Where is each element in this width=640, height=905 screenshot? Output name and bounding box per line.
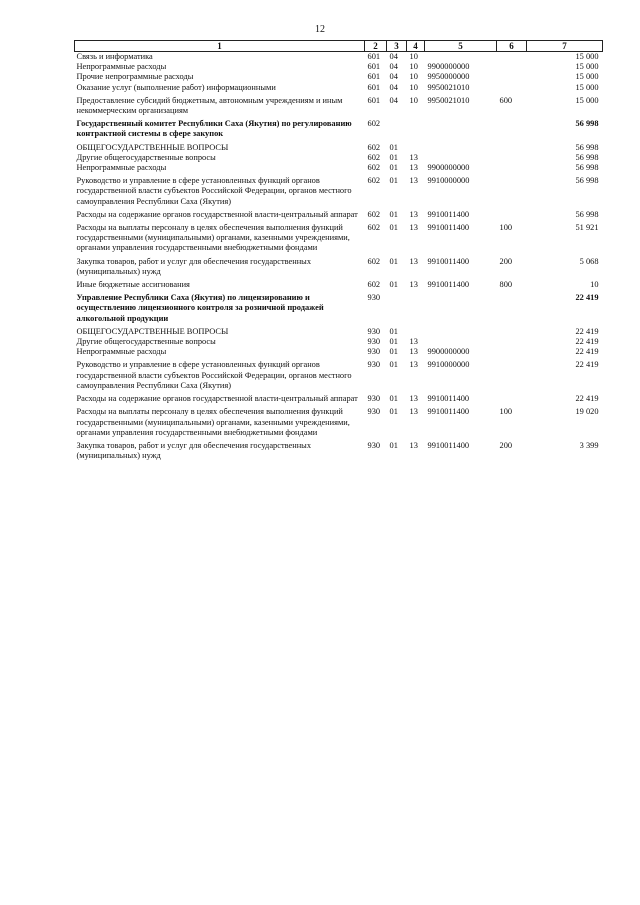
header-col-1: 1 [75, 41, 365, 52]
row-target-item: 9950021010 [427, 95, 470, 105]
row-expense-type [497, 72, 527, 82]
row-amount: 56 998 [575, 142, 599, 152]
row-expense-type: 200 [499, 440, 513, 450]
row-name: Закупка товаров, работ и услуг для обеспечения государственных (муниципальных) нужд [76, 256, 312, 276]
row-subsection: 13 [409, 152, 418, 162]
row-subsection: 13 [409, 394, 418, 404]
row-amount: 19 020 [575, 407, 599, 417]
row-section: 04 [389, 62, 398, 72]
row-section: 01 [389, 163, 398, 173]
table-body [75, 52, 603, 462]
row-subsection: 13 [409, 280, 418, 290]
row-name: Руководство и управление в сфере установленных функций органов государственной власти субъектов Российской Федерации, органов местного самоуправления Республики Саха (Якутия) [76, 360, 352, 390]
table-row [75, 52, 603, 63]
row-section: 04 [389, 95, 398, 105]
row-target-item: 9910011400 [427, 394, 470, 404]
row-amount: 22 419 [575, 337, 599, 347]
row-grbs: 930 [367, 360, 381, 370]
row-expense-type: 200 [499, 256, 513, 266]
table-row [75, 93, 603, 116]
row-expense-type [497, 163, 527, 173]
row-subsection: 10 [409, 62, 418, 72]
row-section: 01 [389, 280, 398, 290]
table-row [75, 72, 603, 82]
row-amount: 22 419 [575, 326, 599, 336]
row-target-item [425, 290, 497, 324]
row-grbs: 930 [367, 347, 381, 357]
row-grbs: 601 [367, 72, 381, 82]
header-col-5: 5 [425, 41, 497, 52]
row-subsection: 13 [409, 256, 418, 266]
row-name: Государственный комитет Республики Саха (Якутия) по регулированию контрактной системы в сфере закупок [76, 119, 352, 139]
row-expense-type [497, 83, 527, 93]
row-section: 04 [389, 72, 398, 82]
row-expense-type [497, 52, 527, 63]
row-name: Иные бюджетные ассигнования [76, 280, 190, 290]
row-subsection: 13 [409, 163, 418, 173]
table-row [75, 337, 603, 347]
row-section: 01 [389, 152, 398, 162]
row-target-item: 9900000000 [427, 62, 470, 72]
header-row [75, 41, 603, 52]
header-col-2: 2 [365, 41, 387, 52]
row-expense-type [497, 391, 527, 404]
row-section [387, 290, 407, 324]
row-subsection: 10 [409, 82, 418, 92]
row-target-item: 9910011400 [427, 280, 470, 290]
row-target-item [425, 52, 497, 63]
row-expense-type: 100 [499, 407, 513, 417]
row-name: Непрограммные расходы [76, 62, 167, 72]
row-target-item: 9910011400 [427, 256, 470, 266]
row-amount: 56 998 [575, 176, 599, 186]
row-name: Расходы на содержание органов государственной власти-центральный аппарат [76, 394, 358, 404]
budget-table [74, 40, 603, 461]
row-target-item [425, 116, 497, 139]
row-name: Оказание услуг (выполнение работ) информационными [76, 82, 276, 92]
row-grbs: 601 [367, 52, 381, 61]
row-section: 01 [389, 407, 398, 417]
row-grbs: 602 [367, 163, 381, 173]
row-grbs: 601 [367, 95, 381, 105]
row-expense-type [497, 140, 527, 153]
row-name: ОБЩЕГОСУДАРСТВЕННЫЕ ВОПРОСЫ [76, 326, 229, 336]
header-col-3: 3 [387, 41, 407, 52]
row-grbs: 602 [367, 223, 381, 233]
table-row [75, 220, 603, 254]
row-grbs: 930 [367, 337, 381, 347]
row-amount: 56 998 [575, 152, 599, 162]
row-grbs: 930 [367, 440, 381, 450]
row-name: Расходы на выплаты персоналу в целях обеспечения выполнения функций государственными (муниципальными) органами, казенными учреждениями, органами управления государственными внебюджетными фондами [76, 407, 350, 437]
table-row [75, 347, 603, 357]
table-row [75, 254, 603, 277]
table-row [75, 83, 603, 93]
table-row [75, 277, 603, 290]
row-target-item: 9910011400 [427, 440, 470, 450]
row-expense-type [497, 290, 527, 324]
row-section: 01 [389, 256, 398, 266]
page-number: 12 [315, 24, 325, 35]
table-row [75, 324, 603, 337]
row-expense-type [497, 62, 527, 72]
row-amount: 15 000 [575, 52, 599, 61]
row-expense-type [497, 347, 527, 357]
row-amount: 22 419 [575, 293, 599, 303]
table-row [75, 357, 603, 391]
row-target-item: 9950021010 [427, 82, 470, 92]
table-row [75, 163, 603, 173]
row-grbs: 602 [367, 152, 381, 162]
row-name: Прочие непрограммные расходы [76, 72, 194, 82]
row-target-item: 9910000000 [427, 176, 470, 186]
row-grbs: 601 [367, 62, 381, 72]
row-amount: 3 399 [579, 440, 599, 450]
table-row [75, 404, 603, 438]
row-name: Непрограммные расходы [76, 347, 167, 357]
row-name: Управление Республики Саха (Якутия) по лицензированию и осуществлению лицензионного контроля за розничной продажей алкогольной продукции [76, 293, 324, 323]
row-subsection: 10 [409, 95, 418, 105]
table-row [75, 438, 603, 461]
row-target-item: 9910011400 [427, 407, 470, 417]
row-section: 01 [389, 394, 398, 404]
table-row [75, 116, 603, 139]
row-target-item [425, 324, 497, 337]
row-subsection: 10 [409, 52, 418, 61]
row-subsection [407, 116, 425, 139]
row-target-item: 9910011400 [427, 223, 470, 233]
row-subsection: 10 [409, 72, 418, 82]
row-target-item: 9900000000 [427, 163, 470, 173]
row-section: 01 [389, 337, 398, 347]
row-name: Связь и информатика [76, 52, 153, 61]
row-grbs: 602 [367, 176, 381, 186]
row-grbs: 930 [367, 407, 381, 417]
row-grbs: 930 [367, 394, 381, 404]
row-subsection: 13 [409, 223, 418, 233]
row-amount: 15 000 [575, 62, 599, 72]
row-amount: 22 419 [575, 394, 599, 404]
row-subsection: 13 [409, 360, 418, 370]
row-subsection: 13 [409, 347, 418, 357]
row-section: 01 [389, 142, 398, 152]
row-section: 04 [389, 82, 398, 92]
row-subsection: 13 [409, 176, 418, 186]
row-expense-type [497, 153, 527, 163]
row-target-item [425, 337, 497, 347]
row-amount: 15 000 [575, 72, 599, 82]
row-section: 01 [389, 440, 398, 450]
row-amount: 15 000 [575, 95, 599, 105]
row-target-item: 9910000000 [427, 360, 470, 370]
row-name: Расходы на содержание органов государственной власти-центральный аппарат [76, 209, 358, 219]
row-amount: 5 068 [579, 256, 599, 266]
row-expense-type: 800 [499, 280, 513, 290]
row-expense-type [497, 324, 527, 337]
row-amount: 22 419 [575, 347, 599, 357]
row-name: Расходы на выплаты персоналу в целях обеспечения выполнения функций государственными (муниципальными) органами, казенными учреждениями, органами управления государственными внебюджетными фондами [76, 223, 350, 253]
row-section: 01 [389, 176, 398, 186]
row-subsection: 13 [409, 337, 418, 347]
row-target-item: 9900000000 [427, 347, 470, 357]
row-subsection: 13 [409, 209, 418, 219]
row-subsection: 13 [409, 407, 418, 417]
row-subsection [407, 140, 425, 153]
row-amount: 56 998 [575, 119, 599, 129]
row-subsection [407, 324, 425, 337]
row-section: 04 [389, 52, 398, 61]
row-expense-type [497, 357, 527, 391]
row-name: Закупка товаров, работ и услуг для обеспечения государственных (муниципальных) нужд [76, 440, 312, 461]
table-row [75, 173, 603, 207]
row-target-item [425, 153, 497, 163]
row-subsection [407, 290, 425, 324]
header-col-4: 4 [407, 41, 425, 52]
row-section: 01 [389, 223, 398, 233]
row-section: 01 [389, 360, 398, 370]
row-grbs: 602 [367, 256, 381, 266]
row-section: 01 [389, 209, 398, 219]
table-row [75, 207, 603, 220]
row-grbs: 602 [367, 209, 381, 219]
row-grbs: 602 [367, 119, 381, 129]
row-amount: 51 921 [575, 223, 599, 233]
row-name: Руководство и управление в сфере установленных функций органов государственной власти субъектов Российской Федерации, органов местного самоуправления Республики Саха (Якутия) [76, 176, 352, 206]
row-amount: 15 000 [575, 82, 599, 92]
row-name: Другие общегосударственные вопросы [76, 152, 216, 162]
row-name: Другие общегосударственные вопросы [76, 337, 216, 347]
row-grbs: 930 [367, 293, 381, 303]
row-name: Непрограммные расходы [76, 163, 167, 173]
row-expense-type: 600 [499, 95, 513, 105]
row-amount: 22 419 [575, 360, 599, 370]
header-col-6: 6 [497, 41, 527, 52]
row-grbs: 930 [367, 326, 381, 336]
row-subsection: 13 [409, 440, 418, 450]
row-expense-type [497, 173, 527, 207]
row-expense-type [497, 337, 527, 347]
row-grbs: 602 [367, 142, 381, 152]
header-col-7: 7 [527, 41, 603, 52]
table-row [75, 153, 603, 163]
row-section [387, 116, 407, 139]
table-row [75, 391, 603, 404]
row-expense-type [497, 207, 527, 220]
row-grbs: 601 [367, 82, 381, 92]
table-header [75, 41, 603, 52]
row-grbs: 602 [367, 280, 381, 290]
row-section: 01 [389, 347, 398, 357]
row-section: 01 [389, 326, 398, 336]
row-target-item: 9910011400 [427, 209, 470, 219]
row-expense-type: 100 [499, 223, 513, 233]
table-row [75, 140, 603, 153]
row-target-item [425, 140, 497, 153]
table-row [75, 62, 603, 72]
row-name: Предоставление субсидий бюджетным, автономным учреждениям и иным некоммерческим организациям [76, 95, 343, 116]
row-amount: 56 998 [575, 209, 599, 219]
table-row [75, 290, 603, 324]
row-name: ОБЩЕГОСУДАРСТВЕННЫЕ ВОПРОСЫ [76, 142, 229, 152]
row-amount: 56 998 [575, 163, 599, 173]
row-expense-type [497, 116, 527, 139]
row-amount: 10 [590, 280, 599, 290]
row-target-item: 9950000000 [427, 72, 470, 82]
